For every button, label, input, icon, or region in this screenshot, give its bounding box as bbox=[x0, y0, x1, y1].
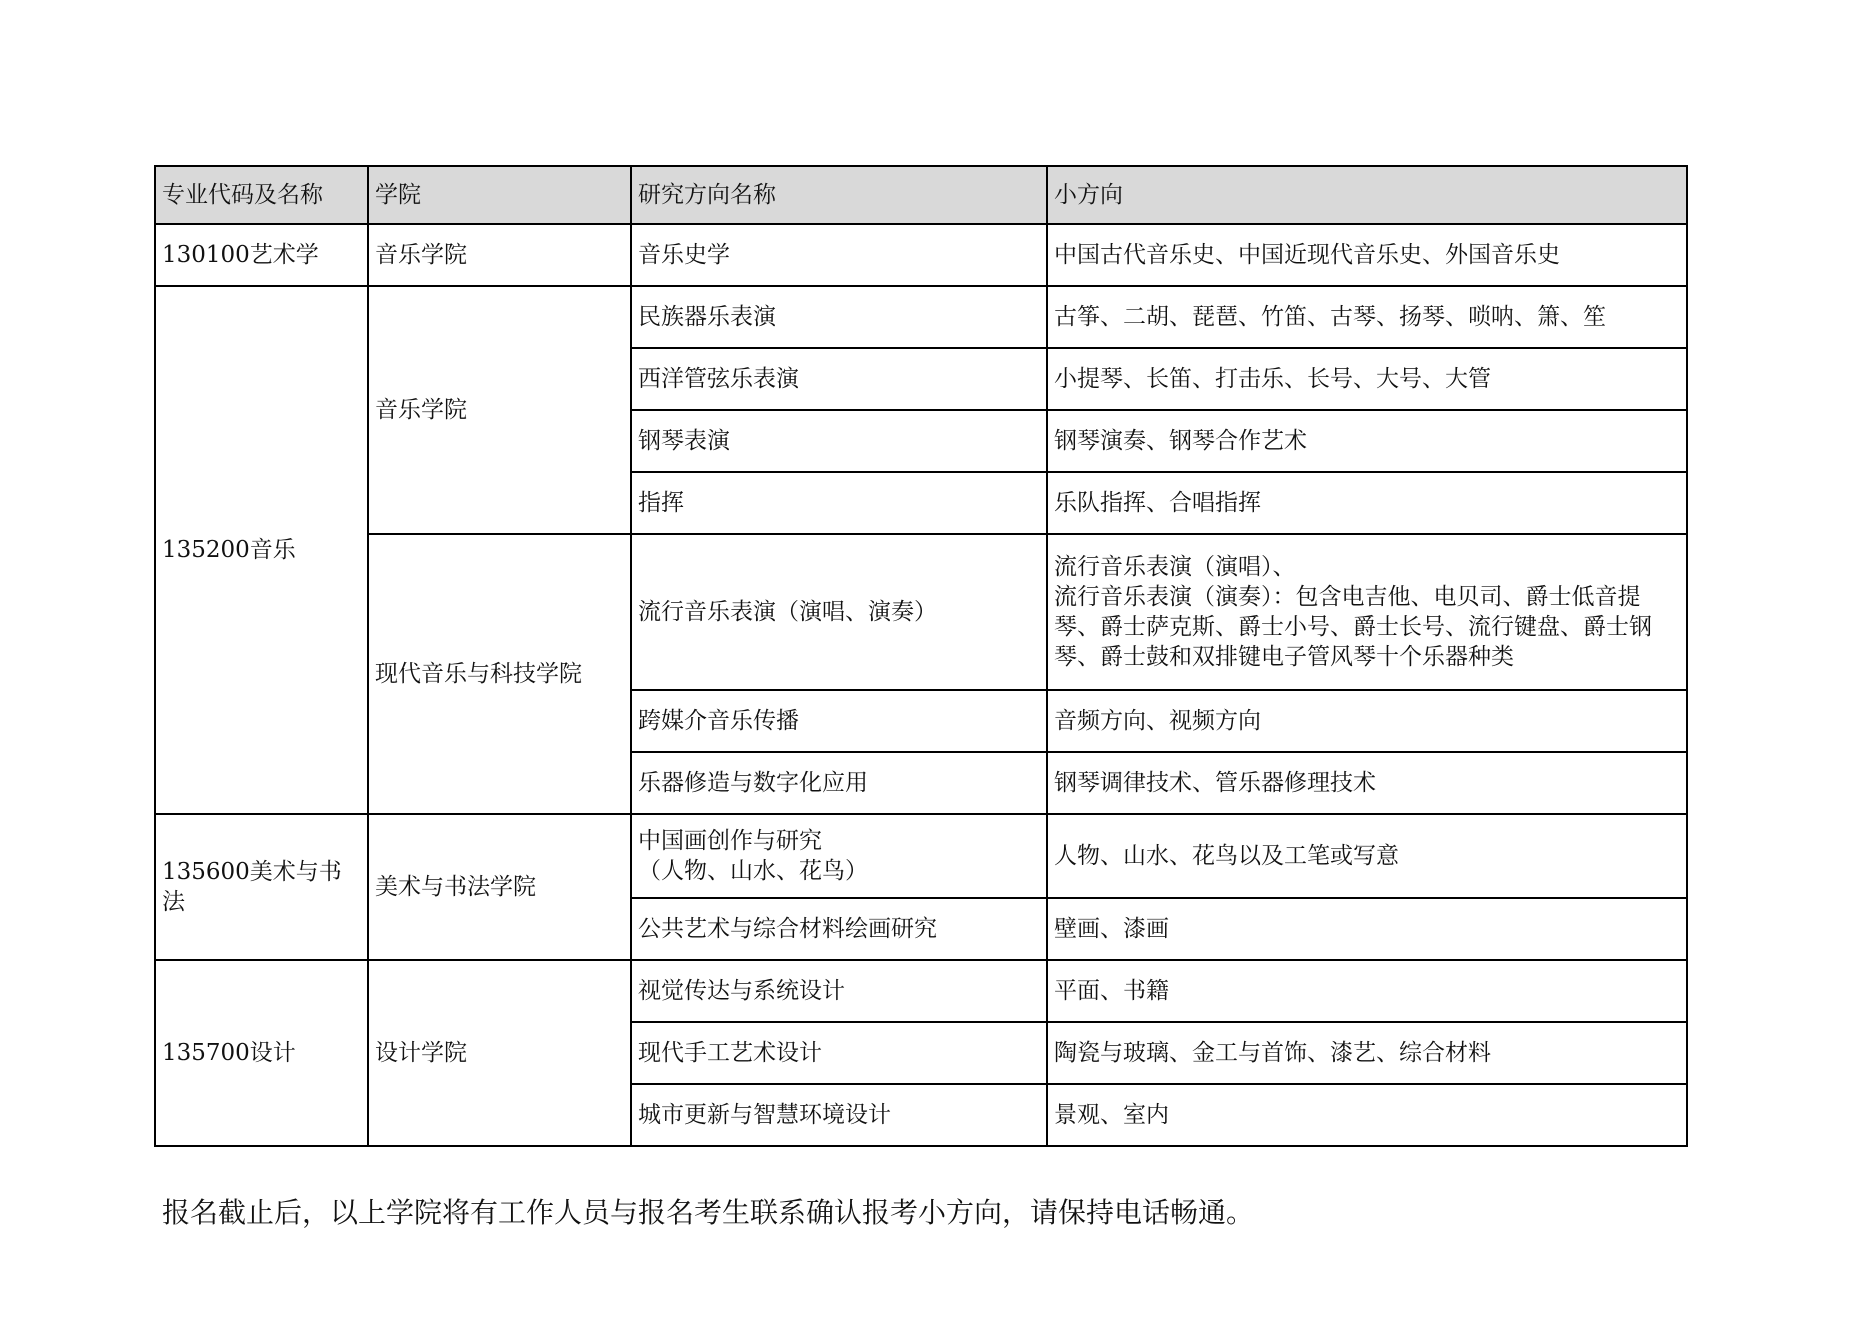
table-row bbox=[155, 814, 1687, 898]
direction-cell: 钢琴表演 bbox=[631, 410, 1047, 472]
college-cell: 音乐学院 bbox=[368, 224, 631, 286]
table-row bbox=[155, 224, 1687, 286]
sub-direction-cell: 壁画、漆画 bbox=[1047, 898, 1687, 960]
table-header-row bbox=[155, 166, 1687, 224]
direction-cell: 公共艺术与综合材料绘画研究 bbox=[631, 898, 1047, 960]
sub-direction-cell bbox=[1047, 534, 1687, 690]
sub-direction-cell: 音频方向、视频方向 bbox=[1047, 690, 1687, 752]
table-row bbox=[155, 534, 1687, 690]
table-row bbox=[155, 286, 1687, 348]
major-cell: 130100艺术学 bbox=[155, 224, 368, 286]
sub-direction-cell: 景观、室内 bbox=[1047, 1084, 1687, 1146]
header-sub-direction: 小方向 bbox=[1047, 166, 1687, 224]
table-row bbox=[155, 960, 1687, 1022]
header-college: 学院 bbox=[368, 166, 631, 224]
sub-direction-cell: 钢琴调律技术、管乐器修理技术 bbox=[1047, 752, 1687, 814]
sub-direction-cell: 陶瓷与玻璃、金工与首饰、漆艺、综合材料 bbox=[1047, 1022, 1687, 1084]
major-cell: 135200音乐 bbox=[155, 286, 368, 814]
direction-cell bbox=[631, 814, 1047, 898]
sub-direction-cell: 平面、书籍 bbox=[1047, 960, 1687, 1022]
direction-cell: 城市更新与智慧环境设计 bbox=[631, 1084, 1047, 1146]
college-cell: 音乐学院 bbox=[368, 286, 631, 534]
direction-cell: 流行音乐表演（演唱、演奏） bbox=[631, 534, 1047, 690]
sub-direction-text: 流行音乐表演（演唱）、 流行音乐表演（演奏）：包含电吉他、电贝司、爵士低音提琴、爵士萨克斯、爵士小号、爵士长号、流行键盘、爵士钢琴、爵士鼓和双排键电子管风琴十个乐器种类 bbox=[1054, 554, 1652, 670]
majors-table bbox=[154, 165, 1688, 1147]
direction-cell: 民族器乐表演 bbox=[631, 286, 1047, 348]
sub-direction-cell: 小提琴、长笛、打击乐、长号、大号、大管 bbox=[1047, 348, 1687, 410]
direction-cell: 音乐史学 bbox=[631, 224, 1047, 286]
direction-text: 中国画创作与研究 （人物、山水、花鸟） bbox=[638, 828, 868, 884]
direction-cell: 西洋管弦乐表演 bbox=[631, 348, 1047, 410]
major-cell: 135600美术与书法 bbox=[155, 814, 368, 960]
header-direction: 研究方向名称 bbox=[631, 166, 1047, 224]
direction-cell: 乐器修造与数字化应用 bbox=[631, 752, 1047, 814]
college-cell: 设计学院 bbox=[368, 960, 631, 1146]
footer-note: 报名截止后，以上学院将有工作人员与报名考生联系确认报考小方向，请保持电话畅通。 bbox=[162, 1196, 1255, 1229]
direction-cell: 指挥 bbox=[631, 472, 1047, 534]
direction-cell: 现代手工艺术设计 bbox=[631, 1022, 1047, 1084]
sub-direction-cell: 中国古代音乐史、中国近现代音乐史、外国音乐史 bbox=[1047, 224, 1687, 286]
sub-direction-cell: 人物、山水、花鸟以及工笔或写意 bbox=[1047, 814, 1687, 898]
sub-direction-cell: 钢琴演奏、钢琴合作艺术 bbox=[1047, 410, 1687, 472]
college-cell: 美术与书法学院 bbox=[368, 814, 631, 960]
major-cell: 135700设计 bbox=[155, 960, 368, 1146]
college-cell: 现代音乐与科技学院 bbox=[368, 534, 631, 814]
direction-cell: 视觉传达与系统设计 bbox=[631, 960, 1047, 1022]
sub-direction-cell: 古筝、二胡、琵琶、竹笛、古琴、扬琴、唢呐、箫、笙 bbox=[1047, 286, 1687, 348]
header-major: 专业代码及名称 bbox=[155, 166, 368, 224]
sub-direction-cell: 乐队指挥、合唱指挥 bbox=[1047, 472, 1687, 534]
direction-cell: 跨媒介音乐传播 bbox=[631, 690, 1047, 752]
